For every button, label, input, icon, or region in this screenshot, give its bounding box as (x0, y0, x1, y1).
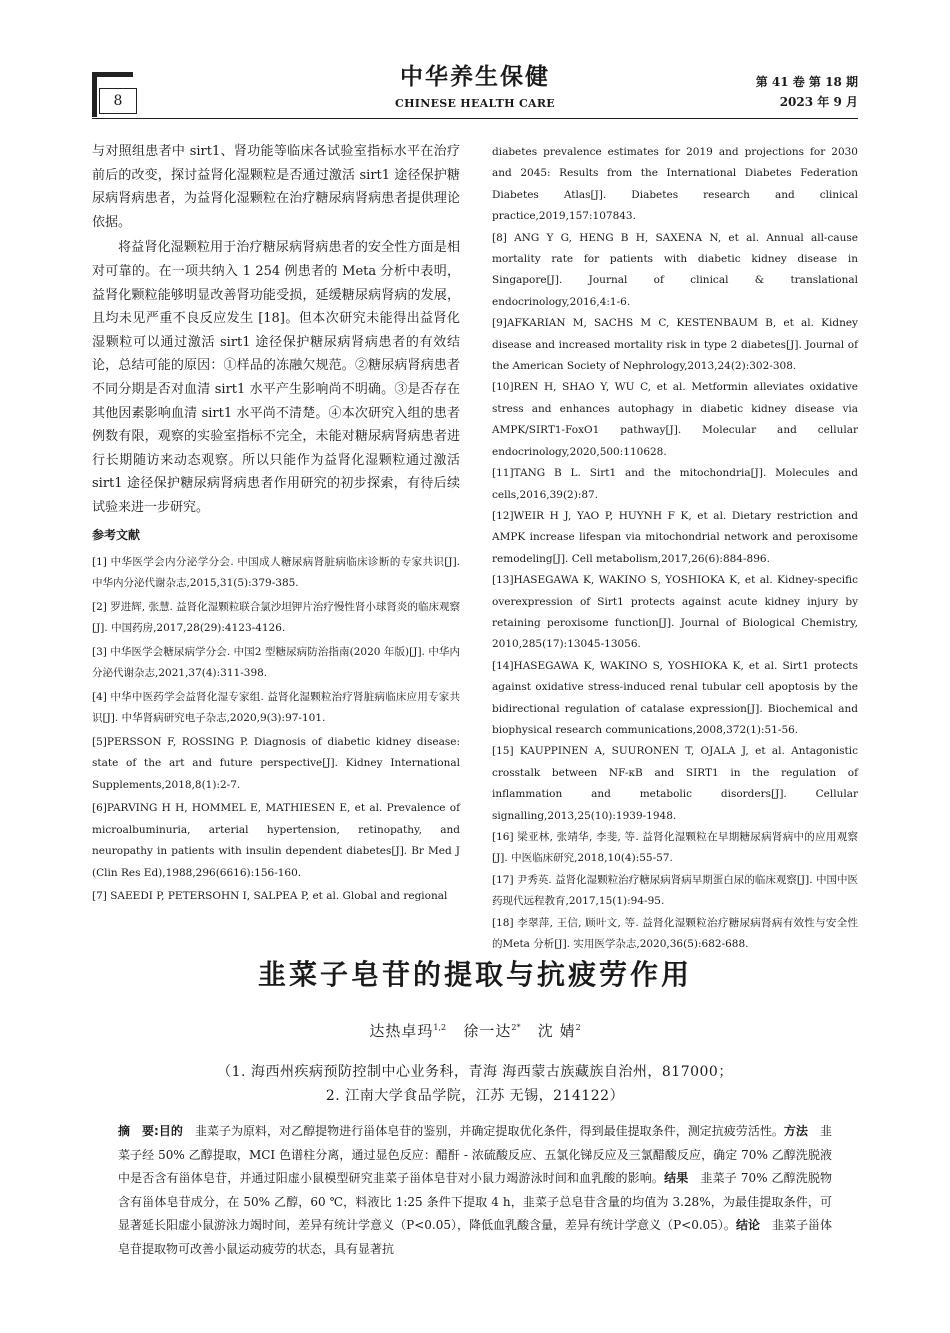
issue-info (756, 72, 858, 112)
reference-item: [2] 罗进辉, 张慧. 益肾化湿颗粒联合氯沙坦钾片治疗慢性肾小球肾炎的临床观察[J]. 中国药房,2017,28(29):4123-4126. (92, 600, 460, 634)
author-name: 徐一达 (463, 1022, 512, 1040)
reference-item: [3] 中华医学会糖尿病学分会. 中国2 型糖尿病防治指南(2020 年版)[J]. 中华内分泌代谢杂志,2021,37(4):311-398. (92, 645, 460, 679)
reference-item: [10]REN H, SHAO Y, WU C, et al. Metformin alleviates oxidative stress and enhances autophagy in diabetic kidney disease via AMPK/SIRT1-FoxO1 pathway[J]. Molecular and cellular endocrinology,2020,500:110628. (492, 381, 858, 458)
author-affiliation-mark: 1,2 (433, 1023, 447, 1032)
reference-item: [9]AFKARIAN M, SACHS M C, KESTENBAUM B, et al. Kidney disease and increased mortality risk in type 2 diabetes[J]. Journal of the American Society of Nephrology,2013,24(2):302-308. (492, 317, 858, 373)
affiliation-line-2: 2. 江南大学食品学院，江苏 无锡，214122） (325, 1088, 625, 1104)
reference-item: [7] SAEEDI P, PETERSOHN I, SALPEA P, et al. Global and regional (92, 890, 448, 902)
reference-item: [5]PERSSON F, ROSSING P. Diagnosis of diabetic kidney disease: state of the art and future perspective[J]. Kidney International Supplements,2018,8(1):2-7. (92, 735, 460, 791)
reference-item: [14]HASEGAWA K, WAKINO S, YOSHIOKA K, et al. Sirt1 protects against oxidative stress-induced renal tubular cell apoptosis by the bidirectional regulation of catalase expression[J]. Biochemical and biophysical research communications,2008,372(1):51-56. (492, 659, 858, 736)
author-affiliation-mark: 2 (575, 1023, 581, 1032)
reference-item: [8] ANG Y G, HENG B H, SAXENA N, et al. Annual all-cause mortality rate for patients with diabetic kidney disease in Singapore[J]. Journal of clinical & translational endocrinology,2016,4:1-6. (492, 231, 858, 308)
reference-item: [15] KAUPPINEN A, SUURONEN T, OJALA J, et al. Antagonistic crosstalk between NF-κB and SIRT1 in the regulation of inflammation and metabolic disorders[J]. Cellular signalling,2013,25(10):1939-1948. (492, 745, 858, 822)
abstract-purpose-label: 目的 (158, 1124, 183, 1138)
reference-item: [13]HASEGAWA K, WAKINO S, YOSHIOKA K, et al. Kidney-specific overexpression of Sirt1 protects against acute kidney injury by retaining peroxisome function[J]. Journal of Biological Chemistry, 2010,285(17):13045-13056. (492, 574, 858, 651)
left-column (92, 140, 460, 910)
reference-item: [1] 中华医学会内分泌学分会. 中国成人糖尿病肾脏病临床诊断的专家共识[J]. 中华内分泌代谢杂志,2015,31(5):379-385. (92, 555, 460, 589)
abstract-result-label: 结果 (664, 1171, 689, 1185)
reference-item: [16] 梁亚林, 张靖华, 李斐, 等. 益肾化湿颗粒在早期糖尿病肾病中的应用观察[J]. 中医临床研究,2018,10(4):55-57. (492, 831, 858, 865)
journal-title-cn: 中华养生保健 (400, 63, 550, 90)
abstract-conclusion-label: 结论 (735, 1218, 760, 1232)
volume-issue: 第 41 卷 第 18 期 (755, 75, 858, 89)
abstract (118, 1120, 832, 1261)
reference-item: [11]TANG B L. Sirt1 and the mitochondria[J]. Molecules and cells,2016,39(2):87. (492, 467, 858, 501)
article-title: 韭菜子皂苷的提取与抗疲劳作用 (257, 958, 692, 991)
abstract-purpose: 韭菜子为原料，对乙醇提物进行甾体皂苷的鉴别，并确定提取优化条件，得到最佳提取条件，测定抗疲劳活性。 (182, 1124, 784, 1138)
reference-item: [18] 李翠萍, 王信, 顾叶文, 等. 益肾化湿颗粒治疗糖尿病肾病有效性与安全性的Meta 分析[J]. 实用医学杂志,2020,36(5):682-688. (492, 916, 858, 951)
journal-title-en: CHINESE HEALTH CARE (395, 97, 555, 110)
reference-item: [12]WEIR H J, YAO P, HUYNH F K, et al. Dietary restriction and AMPK increase lifespan via mitochondrial network and peroxisome remodeling[J]. Cell metabolism,2017,26(6):884-896. (492, 509, 858, 565)
header-rule-right (490, 118, 858, 119)
author-name: 沈 婧 (537, 1022, 576, 1040)
reference-item: diabetes prevalence estimates for 2019 and projections for 2030 and 2045: Results from the International Diabetes Federation Diabetes Atlas[J]. Diabetes research and clinical practice,2019,157:107843. (492, 146, 858, 223)
body-paragraph-2: 将益肾化湿颗粒用于治疗糖尿病肾病患者的安全性方面是相对可靠的。在一项共纳入 1 254 例患者的 Meta 分析中表明，益肾化颗粒能够明显改善肾功能受损，延缓糖尿病肾病的发展，且均未见严重不良反应发生 [18]。但本次研究未能得出益肾化湿颗粒可以通过激活 sirt1 途径保护糖尿病肾病患者的有效结论，总结可能的原因：①样品的冻融欠规范。②糖尿病肾病患者不同分期是否对血清 sirt1 水平产生影响尚不明确。③是否存在其他因素影响血清 sirt1 水平尚不清楚。④本次研究入组的患者例数有限，观察的实验室指标不完全，未能对糖尿病肾病患者进行长期随访来动态观察。所以只能作为益肾化湿颗粒通过激活 sirt1 途径保护糖尿病肾病患者作用研究的初步探索，有待后续试验来进一步研究。 (92, 240, 460, 515)
references-heading: 参考文献 (92, 527, 141, 542)
author-affiliation-mark: 2* (511, 1023, 521, 1032)
right-column (492, 142, 858, 955)
page-number: 8 (99, 88, 137, 114)
abstract-method: 韭菜子经 50% 乙醇提取，MCI 色谱柱分离，通过显色反应：醋酐 - 浓硫酸反应、五氯化锑反应及三氯醋酸反应，确定 70% 乙醇洗脱液中是否含有甾体皂苷，并通过阳虚小鼠模型研究韭菜子甾体皂苷对小鼠力竭游泳时间和血乳酸的影响。 (118, 1124, 832, 1185)
abstract-method-label: 方法 (783, 1124, 808, 1138)
reference-item: [17] 尹秀英. 益肾化湿颗粒治疗糖尿病肾病早期蛋白尿的临床观察[J]. 中国中医药现代远程教育,2017,15(1):94-95. (492, 873, 858, 908)
abstract-conclusion: 韭菜子甾体皂苷提取物可改善小鼠运动疲劳的状态，具有显著抗 (118, 1218, 832, 1256)
author-list (0, 1017, 950, 1042)
issue-date: 2023 年 9 月 (779, 95, 858, 109)
affiliation-line-1: （1. 海西州疾病预防控制中心业务科，青海 海西蒙古族藏族自治州，817000； (217, 1064, 733, 1080)
abstract-result: 韭菜子 70% 乙醇洗脱物含有甾体皂苷成分，在 50% 乙醇，60 ℃，料液比 1:25 条件下提取 4 h，韭菜子总皂苷含量的均值为 3.28%，为最佳提取条件，可显著延长阳虚小鼠游泳力竭时间，差异有统计学意义（P<0.05），降低血乳酸含量，差异有统计学意义（P<0.05）。 (118, 1171, 832, 1232)
author-name: 达热卓玛 (369, 1022, 434, 1040)
abstract-label: 摘 要: (118, 1124, 159, 1138)
body-paragraph-1: 与对照组患者中 sirt1、肾功能等临床各试验室指标水平在治疗前后的改变，探讨益肾化湿颗粒是否通过激活 sirt1 途径保护糖尿病肾病患者，为益肾化湿颗粒在治疗糖尿病肾病患者提供理论依据。 (92, 144, 460, 230)
reference-item: [4] 中华中医药学会益肾化湿专家组. 益肾化湿颗粒治疗肾脏病临床应用专家共识[J]. 中华肾病研究电子杂志,2020,9(3):97-101. (92, 690, 460, 724)
reference-item: [6]PARVING H H, HOMMEL E, MATHIESEN E, et al. Prevalence of microalbuminuria, arterial hypertension, retinopathy, and neuropathy in patients with insulin dependent diabetes[J]. Br Med J (Clin Res Ed),1988,296(6616):156-160. (92, 802, 460, 879)
header-rule-left (92, 118, 512, 119)
